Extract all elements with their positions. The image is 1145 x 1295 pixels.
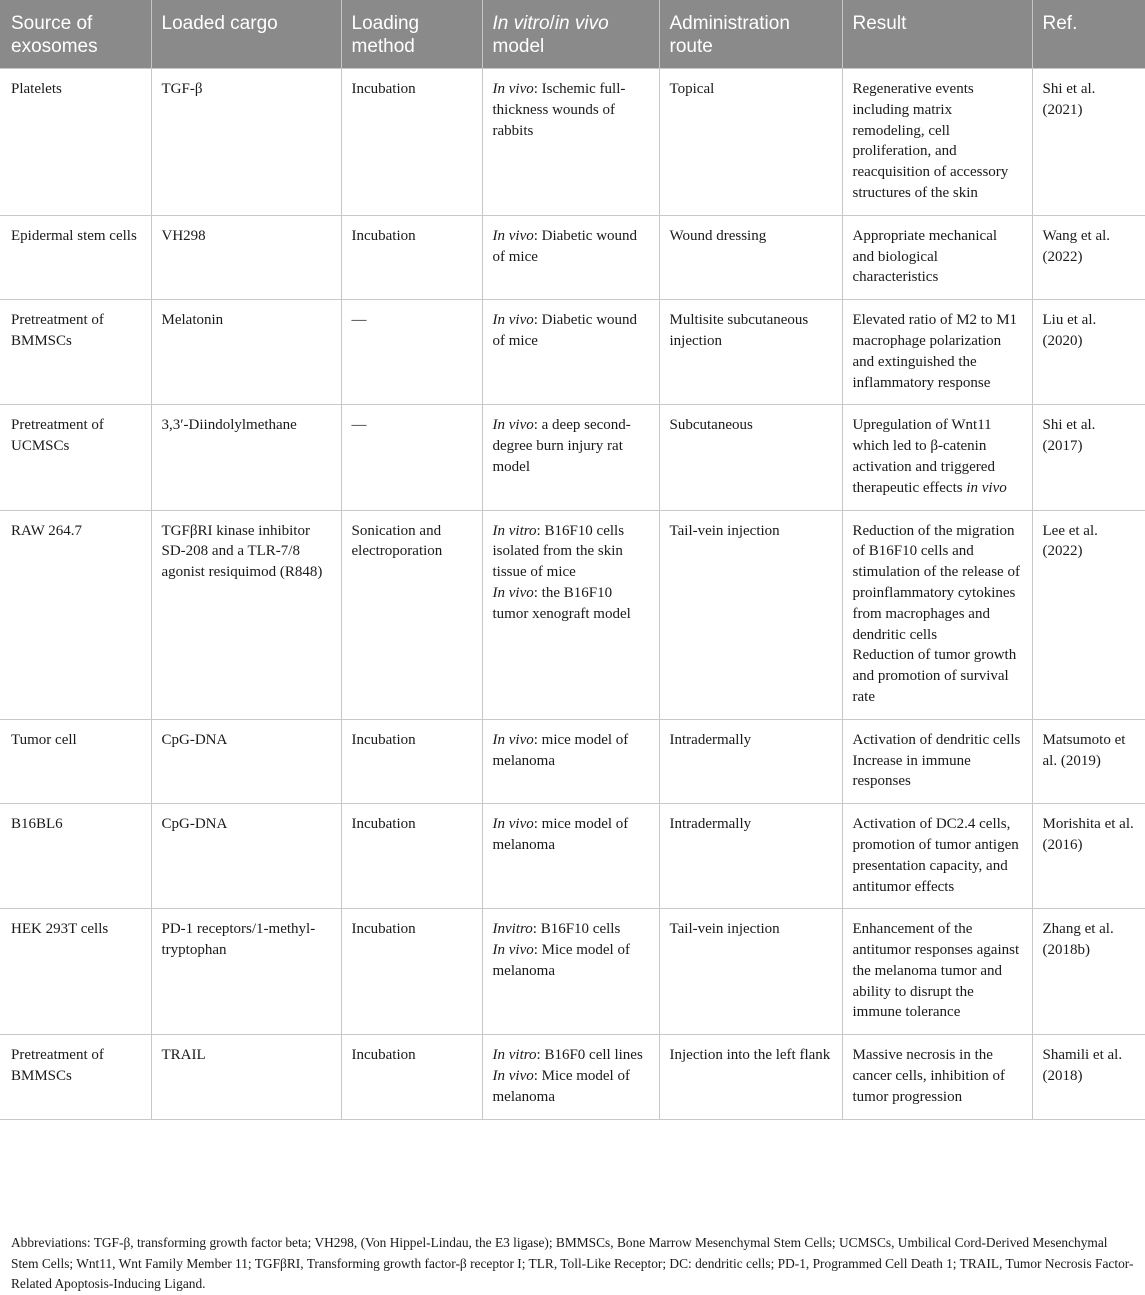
cell-result: Upregulation of Wnt11 which led to β-catenin activation and triggered therapeutic effects in vivo — [842, 405, 1032, 510]
cell-result: Appropriate mechanical and biological characteristics — [842, 215, 1032, 299]
cell-cargo: TGF-β — [151, 69, 341, 216]
cell-method: Incubation — [341, 69, 482, 216]
cell-ref: Zhang et al. (2018b) — [1032, 909, 1145, 1035]
abbreviations-footnote: Abbreviations: TGF-β, transforming growth factor beta; VH298, (Von Hippel-Lindau, the E3 ligase); BMMSCs, Bone Marrow Mesenchymal Stem Cells; UCMSCs, Umbilical Cord-Derived Mesenchymal Stem Cells; Wnt11, Wnt Family Member 11; TGFβRI, Transforming growth factor-β receptor I; TLR, Toll-Like Receptor; DC: dendritic cells; PD-1, Programmed Cell Death 1; TRAIL, Tumor Necrosis Factor-Related Apoptosis-Inducing Ligand. — [11, 1235, 1134, 1291]
cell-result: Enhancement of the antitumor responses against the melanoma tumor and ability to disrupt the immune tolerance — [842, 909, 1032, 1035]
table-row — [0, 405, 1145, 510]
table-body — [0, 69, 1145, 1120]
cell-model: In vitro: B16F0 cell lines In vivo: Mice model of melanoma — [482, 1035, 659, 1119]
cell-ref: Shi et al. (2017) — [1032, 405, 1145, 510]
cell-source: Epidermal stem cells — [0, 215, 151, 299]
cell-cargo: CpG-DNA — [151, 804, 341, 909]
cell-method: Incubation — [341, 804, 482, 909]
cell-model: In vivo: a deep second-degree burn injury rat model — [482, 405, 659, 510]
cell-cargo: VH298 — [151, 215, 341, 299]
cell-route: Wound dressing — [659, 215, 842, 299]
header-row — [0, 0, 1145, 69]
cell-route: Topical — [659, 69, 842, 216]
cell-method: Incubation — [341, 215, 482, 299]
table-row — [0, 804, 1145, 909]
cell-ref: Shamili et al. (2018) — [1032, 1035, 1145, 1119]
cell-cargo: Melatonin — [151, 300, 341, 405]
cell-cargo: CpG-DNA — [151, 719, 341, 803]
cell-cargo: 3,3′-Diindolylmethane — [151, 405, 341, 510]
cell-method: — — [341, 405, 482, 510]
header-cargo: Loaded cargo — [151, 0, 341, 69]
cell-route: Tail-vein injection — [659, 510, 842, 719]
header-model: In vitro/in vivo model — [482, 0, 659, 69]
cell-source: B16BL6 — [0, 804, 151, 909]
cell-result: Reduction of the migration of B16F10 cells and stimulation of the release of proinflammatory cytokines from macrophages and dendritic cells Reduction of tumor growth and promotion of survival rate — [842, 510, 1032, 719]
cell-route: Tail-vein injection — [659, 909, 842, 1035]
cell-route: Intradermally — [659, 804, 842, 909]
table-row — [0, 1035, 1145, 1119]
header-source: Source of exosomes — [0, 0, 151, 69]
cell-source: Tumor cell — [0, 719, 151, 803]
cell-method: Incubation — [341, 909, 482, 1035]
cell-source: Pretreatment of BMMSCs — [0, 1035, 151, 1119]
cell-ref: Matsumoto et al. (2019) — [1032, 719, 1145, 803]
table-row — [0, 215, 1145, 299]
header-result: Result — [842, 0, 1032, 69]
cell-result: Activation of dendritic cells Increase in immune responses — [842, 719, 1032, 803]
cell-result: Elevated ratio of M2 to M1 macrophage polarization and extinguished the inflammatory response — [842, 300, 1032, 405]
table-row — [0, 300, 1145, 405]
cell-source: Pretreatment of UCMSCs — [0, 405, 151, 510]
table-row — [0, 69, 1145, 216]
table-row — [0, 909, 1145, 1035]
cell-result: Massive necrosis in the cancer cells, inhibition of tumor progression — [842, 1035, 1032, 1119]
cell-method: Incubation — [341, 1035, 482, 1119]
cell-source: Platelets — [0, 69, 151, 216]
cell-source: RAW 264.7 — [0, 510, 151, 719]
header-ref: Ref. — [1032, 0, 1145, 69]
cell-cargo: TRAIL — [151, 1035, 341, 1119]
cell-ref: Morishita et al. (2016) — [1032, 804, 1145, 909]
cell-route: Multisite subcutaneous injection — [659, 300, 842, 405]
cell-model: Invitro: B16F10 cells In vivo: Mice model of melanoma — [482, 909, 659, 1035]
cell-model: In vivo: Diabetic wound of mice — [482, 300, 659, 405]
cell-source: HEK 293T cells — [0, 909, 151, 1035]
cell-model: In vivo: Ischemic full-thickness wounds of rabbits — [482, 69, 659, 216]
cell-route: Injection into the left flank — [659, 1035, 842, 1119]
cell-ref: Lee et al. (2022) — [1032, 510, 1145, 719]
cell-model: In vivo: Diabetic wound of mice — [482, 215, 659, 299]
cell-ref: Liu et al. (2020) — [1032, 300, 1145, 405]
cell-method: — — [341, 300, 482, 405]
cell-ref: Shi et al. (2021) — [1032, 69, 1145, 216]
cell-result: Regenerative events including matrix remodeling, cell proliferation, and reacquisition of accessory structures of the skin — [842, 69, 1032, 216]
table-row — [0, 510, 1145, 719]
table-row — [0, 719, 1145, 803]
cell-route: Subcutaneous — [659, 405, 842, 510]
header-route: Administration route — [659, 0, 842, 69]
cell-model: In vitro: B16F10 cells isolated from the skin tissue of mice In vivo: the B16F10 tumor xenograft model — [482, 510, 659, 719]
cell-model: In vivo: mice model of melanoma — [482, 804, 659, 909]
cell-cargo: TGFβRI kinase inhibitor SD-208 and a TLR-7/8 agonist resiquimod (R848) — [151, 510, 341, 719]
cell-ref: Wang et al. (2022) — [1032, 215, 1145, 299]
cell-result: Activation of DC2.4 cells, promotion of tumor antigen presentation capacity, and antitumor effects — [842, 804, 1032, 909]
cell-source: Pretreatment of BMMSCs — [0, 300, 151, 405]
cell-method: Sonication and electroporation — [341, 510, 482, 719]
cell-method: Incubation — [341, 719, 482, 803]
header-loading-method: Loading method — [341, 0, 482, 69]
table-header — [0, 0, 1145, 69]
cell-route: Intradermally — [659, 719, 842, 803]
cell-cargo: PD-1 receptors/1-methyl-tryptophan — [151, 909, 341, 1035]
cell-model: In vivo: mice model of melanoma — [482, 719, 659, 803]
